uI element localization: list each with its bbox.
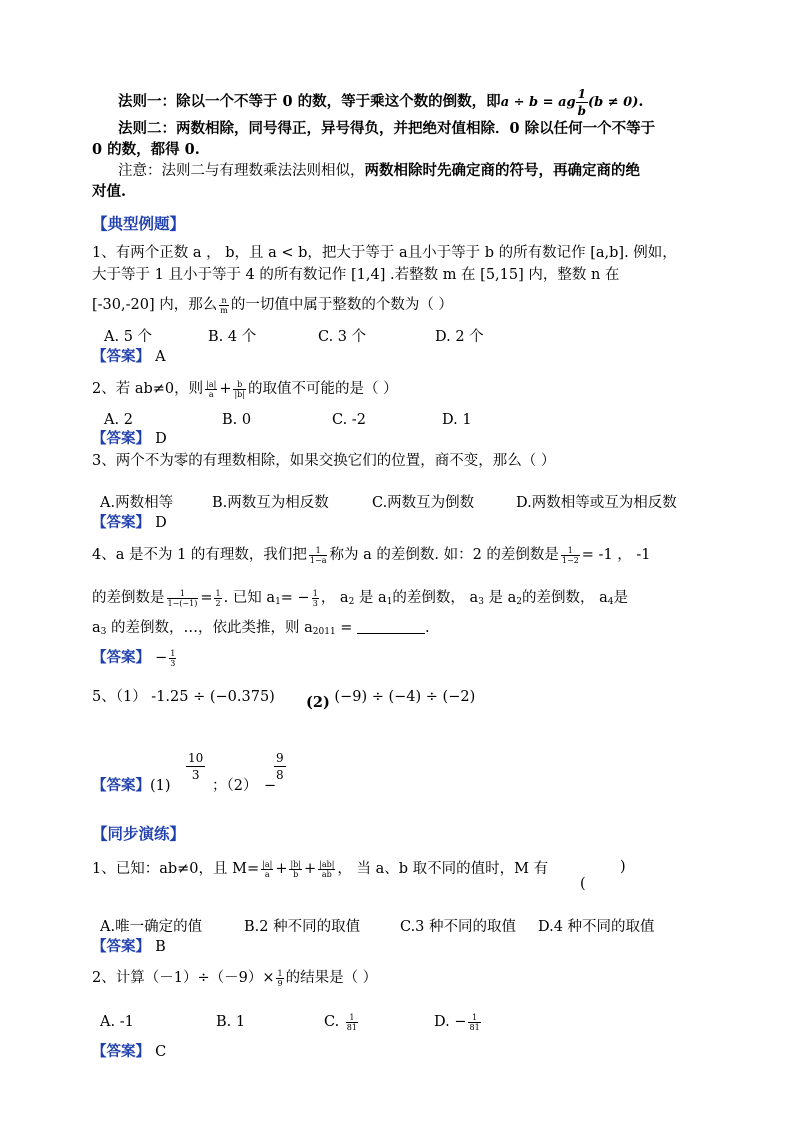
q1-option-c: C. 3 个 — [318, 329, 367, 345]
q1-line2: 大于等于 1 且小于等于 4 的所有数记作 [1,4] .若整数 m 在 [5,15] 内，整数 n 在 — [92, 267, 620, 283]
q4-answer-blank — [357, 619, 425, 634]
s2-option-b: B. 1 — [216, 1014, 246, 1030]
q1-option-a: A. 5 个 — [104, 329, 153, 345]
q4-answer: 【答案】 − $\frac{1}{3}$ — [92, 648, 176, 668]
rule-two-line2: 0 的数，都得 0. — [92, 141, 200, 158]
rule-one-text: 法则一：除以一个不等于 0 的数，等于乘这个数的倒数，即 — [118, 93, 501, 110]
q2-stem: 2、若 ab≠0，则 $\frac{|a|}{a}$ + $\frac{b}{|b|}$ 的取值不可能的是（ ） — [92, 379, 398, 399]
q2-answer: 【答案】 D — [92, 430, 167, 447]
rule-one: 法则一：除以一个不等于 0 的数，等于乘这个数的倒数，即a ÷ b = ag $\frac{1}{b}$ (b ≠ 0). — [118, 87, 644, 118]
q3-answer: 【答案】 D — [92, 514, 167, 531]
rule-two-line1: 法则二：两数相除，同号得正，异号得负，并把绝对值相除．0 除以任何一个不等于 — [118, 120, 656, 137]
s2-options — [100, 1012, 483, 1032]
q1-option-b: B. 4 个 — [208, 329, 257, 345]
s1-option-a: A.唯一确定的值 — [100, 919, 203, 935]
q4-line3: $a_3$ 的差倒数，…，依此类推，则 $a_{2011}$ = . — [92, 620, 430, 637]
q4-line1: 4、a 是不为 1 的有理数，我们把 $\frac{1}{1-a}$ 称为 a 的差倒数. 如：2 的差倒数是 $\frac{1}{1-2}$ = -1 ， -1 — [92, 545, 651, 565]
s1-option-d: D.4 种不同的取值 — [538, 919, 655, 935]
section-title-practice: 【同步演练】 — [92, 824, 186, 843]
q2-option-a: A. 2 — [104, 412, 133, 428]
rule-one-formula: a ÷ b = ag $\frac{1}{b}$ (b ≠ 0) — [500, 87, 639, 118]
q2-option-c: C. -2 — [332, 412, 366, 428]
s2-stem: 2、计算（－1）÷（－9）× $\frac{1}{9}$ 的结果是（ ） — [92, 968, 378, 988]
s1-stem: 1、已知：ab≠0，且 M= $\frac{|a|}{a}$ + $\frac{|b|}{b}$ + $\frac{|ab|}{ab}$ ， 当 a、b 取不同的值时，M 有 — [92, 859, 549, 879]
q1-options — [104, 327, 484, 347]
s1-paren-open: ( — [580, 876, 586, 892]
s1-options — [100, 917, 655, 937]
q5-part1: 5、（1） -1.25 ÷ (−0.375) — [92, 689, 275, 705]
note-line1: 注意：法则二与有理数乘法法则相似，两数相除时先确定商的符号，再确定商的绝 — [118, 162, 640, 179]
q4-line2: 的差倒数是 $\frac{1}{1-(-1)}$ = $\frac{1}{2}$ . 已知 $a_1=$ − $\frac{1}{3}$ ， $a_2$ 是 $a_1$的差倒数， $a_3$ 是 $a_2$的差倒数， $a_4$是 — [92, 588, 629, 608]
q1-option-d: D. 2 个 — [435, 329, 484, 345]
s2-option-d: D. − $\frac{1}{81}$ — [434, 1012, 480, 1032]
s1-option-b: B.2 种不同的取值 — [244, 919, 361, 935]
s2-option-c: C. $\frac{1}{81}$ — [324, 1012, 357, 1032]
s1-option-c: C.3 种不同的取值 — [400, 919, 517, 935]
q3-option-b: B.两数互为相反数 — [212, 495, 329, 511]
q2-option-d: D. 1 — [442, 412, 472, 428]
q1-answer: 【答案】 A — [92, 348, 166, 365]
note-line2: 对值. — [92, 183, 127, 200]
s1-answer: 【答案】 B — [92, 938, 166, 955]
q2-options — [104, 410, 472, 430]
section-title-examples: 【典型例题】 — [92, 214, 186, 233]
q1-line1: 1、有两个正数 a ， b，且 a < b，把大于等于 a且小于等于 b 的所有数记作 [a,b]. 例如， — [92, 245, 677, 261]
q1-fraction: $\frac{n}{m}$ — [220, 295, 228, 315]
s2-option-a: A. -1 — [100, 1014, 134, 1030]
q5-part2: (2) (−9) ÷ (−4) ÷ (−2) — [306, 689, 476, 711]
q3-option-a: A.两数相等 — [100, 495, 174, 511]
q5-answer1-fraction: 10 3 — [188, 751, 204, 782]
q3-option-d: D.两数相等或互为相反数 — [516, 495, 677, 511]
q3-options — [100, 493, 677, 513]
q2-option-b: B. 0 — [222, 412, 252, 428]
s1-paren-close: ) — [620, 859, 626, 875]
q5-answer2-fraction: 9 8 — [276, 751, 284, 782]
q3-stem: 3、两个不为零的有理数相除，如果交换它们的位置，商不变，那么（ ） — [92, 453, 556, 469]
q3-option-c: C.两数互为倒数 — [372, 495, 475, 511]
q1-line3: [-30,-20] 内，那么 $\frac{n}{m}$ 的一切值中属于整数的个数为（ ） — [92, 295, 453, 315]
s2-answer: 【答案】 C — [92, 1043, 167, 1060]
